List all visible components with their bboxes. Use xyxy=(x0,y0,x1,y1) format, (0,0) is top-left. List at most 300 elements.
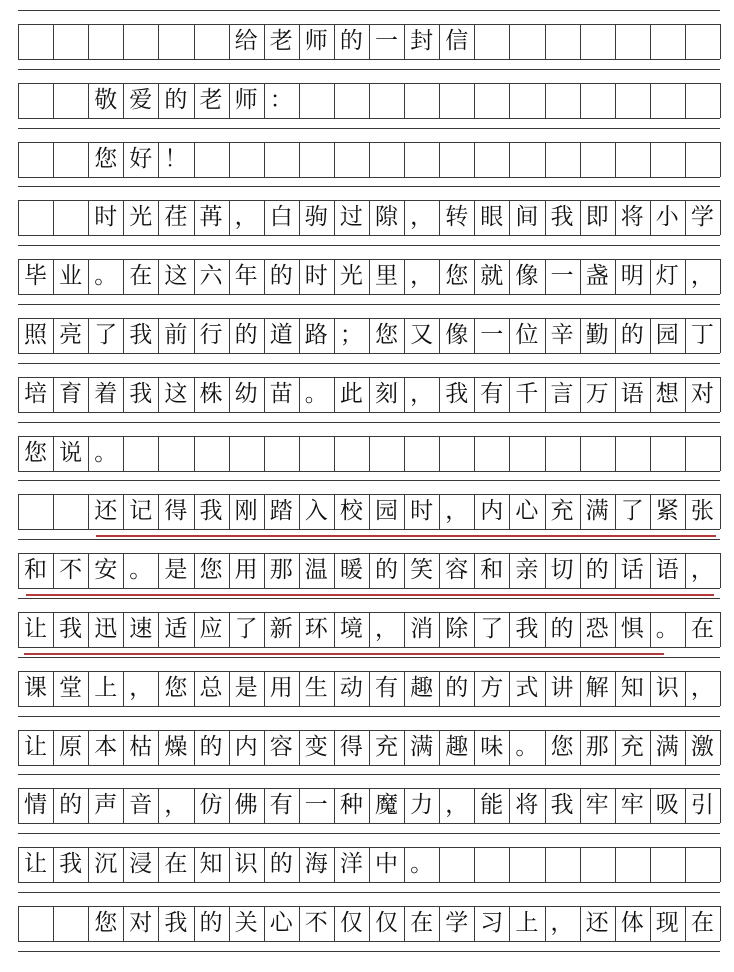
grid-character: ： xyxy=(269,86,293,113)
grid-character: 苗 xyxy=(269,380,293,407)
row-spacer-line xyxy=(18,892,720,893)
row-spacer-line xyxy=(18,716,720,717)
cell-divider xyxy=(615,83,616,118)
row-spacer-line xyxy=(18,598,720,599)
grid-character: 不 xyxy=(304,910,328,936)
grid-character: ； xyxy=(339,322,363,348)
grid-character: 。 xyxy=(129,557,153,584)
grid-character: 照 xyxy=(24,322,47,348)
grid-character: 得 xyxy=(164,498,188,525)
grid-character: 让 xyxy=(24,616,47,642)
cell-divider xyxy=(545,436,546,471)
cell-divider xyxy=(615,847,616,882)
grid-character: 。 xyxy=(94,263,118,290)
grid-character: 对 xyxy=(690,380,714,407)
cell-divider xyxy=(53,24,54,59)
grid-character: 株 xyxy=(199,380,223,407)
grid-character: 封 xyxy=(410,28,434,54)
grid-character: 信 xyxy=(445,28,469,54)
cell-divider xyxy=(474,142,475,177)
grid-character: 激 xyxy=(690,733,714,760)
cell-divider xyxy=(369,142,370,177)
grid-character: 话 xyxy=(620,557,644,584)
grid-character: 您 xyxy=(445,263,469,290)
cell-divider xyxy=(685,83,686,118)
cell-divider xyxy=(650,24,651,59)
grid-character: 笑 xyxy=(410,557,434,584)
grid-character: 辛 xyxy=(550,322,574,348)
grid-character: 。 xyxy=(304,380,328,407)
cell-divider xyxy=(18,142,19,177)
cell-divider xyxy=(720,671,721,706)
grid-character: 光 xyxy=(129,204,153,231)
row-bottom-line xyxy=(18,118,720,119)
grid-character: 想 xyxy=(655,380,679,407)
grid-character: 的 xyxy=(550,616,574,642)
grid-character: 方 xyxy=(480,674,504,701)
grid-character: 能 xyxy=(480,792,504,819)
grid-character: 我 xyxy=(550,204,574,231)
grid-character: 说 xyxy=(59,439,83,466)
grid-character: 了 xyxy=(620,498,644,525)
grid-character: ， xyxy=(164,792,188,819)
grid-character: 了 xyxy=(234,616,258,642)
grid-character: 我 xyxy=(129,322,153,348)
grid-character: 惧 xyxy=(620,616,644,642)
cell-divider xyxy=(545,142,546,177)
grid-character: ， xyxy=(410,263,434,290)
cell-divider xyxy=(18,200,19,235)
grid-character: 情 xyxy=(24,792,47,819)
cell-divider xyxy=(88,24,89,59)
grid-character: 趣 xyxy=(410,674,434,701)
grid-character: 语 xyxy=(620,380,644,407)
grid-character: 满 xyxy=(655,733,679,760)
grid-character: 了 xyxy=(94,322,118,348)
cell-divider xyxy=(720,494,721,529)
red-underline-mark xyxy=(96,535,716,537)
red-underline-mark xyxy=(24,653,664,655)
grid-character: 我 xyxy=(445,380,469,407)
grid-character: 年 xyxy=(234,263,258,290)
grid-character: 培 xyxy=(24,380,47,407)
cell-divider xyxy=(720,142,721,177)
row-bottom-line xyxy=(18,235,720,236)
cell-divider xyxy=(615,24,616,59)
grid-character: 境 xyxy=(339,616,363,642)
grid-character: 行 xyxy=(199,322,223,348)
grid-character: ， xyxy=(129,674,153,701)
grid-character: 此 xyxy=(339,380,363,407)
grid-character: 用 xyxy=(234,557,258,584)
cell-divider xyxy=(474,83,475,118)
grid-character: 道 xyxy=(269,322,293,348)
grid-character: 又 xyxy=(410,322,434,348)
grid-character: ， xyxy=(410,380,434,407)
cell-divider xyxy=(18,494,19,529)
row-bottom-line xyxy=(18,823,720,824)
grid-character: 万 xyxy=(585,380,609,407)
grid-character: ， xyxy=(550,910,574,936)
grid-character: 洋 xyxy=(339,851,363,878)
grid-character: 用 xyxy=(269,674,293,701)
cell-divider xyxy=(580,436,581,471)
cell-divider xyxy=(404,436,405,471)
grid-character: 着 xyxy=(94,380,118,407)
grid-character: 刻 xyxy=(375,380,398,407)
grid-character: 的 xyxy=(164,86,188,113)
cell-divider xyxy=(685,142,686,177)
cell-divider xyxy=(158,436,159,471)
cell-divider xyxy=(580,83,581,118)
grid-character: 六 xyxy=(199,263,223,290)
grid-character: 习 xyxy=(480,910,504,936)
grid-character: 新 xyxy=(269,616,293,642)
grid-character: 环 xyxy=(304,616,328,642)
cell-divider xyxy=(720,730,721,765)
grid-character: 佛 xyxy=(234,792,258,819)
grid-character: 语 xyxy=(655,557,679,584)
grid-character: 的 xyxy=(269,851,293,878)
cell-divider xyxy=(369,83,370,118)
grid-character: 张 xyxy=(690,498,714,525)
grid-character: 亮 xyxy=(59,322,83,348)
grid-character: 驹 xyxy=(304,204,328,231)
grid-character: ！ xyxy=(164,145,188,172)
grid-character: 是 xyxy=(234,674,258,701)
grid-character: 和 xyxy=(24,557,47,584)
grid-character: 敬 xyxy=(94,86,118,113)
row-spacer-line xyxy=(18,69,720,70)
grid-character: 解 xyxy=(585,674,609,701)
row-bottom-line xyxy=(18,412,720,413)
grid-character: 变 xyxy=(304,733,328,760)
grid-character: 荏 xyxy=(164,204,188,231)
grid-character: 有 xyxy=(375,674,398,701)
cell-divider xyxy=(229,436,230,471)
grid-character: 识 xyxy=(234,851,258,878)
cell-divider xyxy=(53,83,54,118)
grid-character: 得 xyxy=(339,733,363,760)
grid-character: 隙 xyxy=(375,204,398,231)
row-bottom-line xyxy=(18,588,720,589)
grid-character: 丁 xyxy=(690,322,714,348)
cell-divider xyxy=(404,142,405,177)
cell-divider xyxy=(650,436,651,471)
cell-divider xyxy=(580,847,581,882)
cell-divider xyxy=(18,906,19,941)
grid-character: 种 xyxy=(339,792,363,819)
cell-divider xyxy=(720,83,721,118)
grid-character: 一 xyxy=(375,28,398,54)
grid-character: 您 xyxy=(24,439,47,466)
grid-character: 味 xyxy=(480,733,504,760)
grid-character: 时 xyxy=(410,498,434,525)
grid-character: 的 xyxy=(234,322,258,348)
grid-character: 充 xyxy=(375,733,398,760)
grid-character: 切 xyxy=(550,557,574,584)
row-spacer-line xyxy=(18,186,720,187)
cell-divider xyxy=(194,24,195,59)
row-bottom-line xyxy=(18,471,720,472)
cell-divider xyxy=(720,24,721,59)
grid-character: 浸 xyxy=(129,851,153,878)
grid-character: 让 xyxy=(24,733,47,760)
grid-character: 里 xyxy=(375,263,398,290)
grid-character: 温 xyxy=(304,557,328,584)
grid-character: 上 xyxy=(515,910,539,936)
cell-divider xyxy=(545,83,546,118)
grid-character: 识 xyxy=(655,674,679,701)
cell-divider xyxy=(158,24,159,59)
grid-character: 我 xyxy=(550,792,574,819)
cell-divider xyxy=(720,200,721,235)
grid-character: 勤 xyxy=(585,322,609,348)
grid-character: 暖 xyxy=(339,557,363,584)
grid-character: 白 xyxy=(269,204,293,231)
cell-divider xyxy=(720,436,721,471)
grid-character: 言 xyxy=(550,380,574,407)
grid-character: 堂 xyxy=(59,674,83,701)
grid-character: 您 xyxy=(94,910,118,936)
grid-character: 沉 xyxy=(94,851,118,878)
grid-character: 动 xyxy=(339,674,363,701)
grid-character: 适 xyxy=(164,616,188,642)
grid-character: 的 xyxy=(199,910,223,936)
grid-character: 吸 xyxy=(655,792,679,819)
grid-character: 在 xyxy=(410,910,434,936)
grid-character: 这 xyxy=(164,263,188,290)
cell-divider xyxy=(264,436,265,471)
grid-character: 的 xyxy=(375,557,398,584)
red-underline-mark xyxy=(26,594,714,596)
grid-character: 枯 xyxy=(129,733,153,760)
grid-character: 踏 xyxy=(269,498,293,525)
cell-divider xyxy=(194,436,195,471)
cell-divider xyxy=(229,142,230,177)
grid-character: 不 xyxy=(59,557,83,584)
cell-divider xyxy=(439,83,440,118)
cell-divider xyxy=(580,24,581,59)
grid-character: 消 xyxy=(410,616,434,642)
grid-character: 毕 xyxy=(24,263,47,290)
grid-character: 了 xyxy=(480,616,504,642)
grid-character: 原 xyxy=(59,733,83,760)
cell-divider xyxy=(439,436,440,471)
cell-divider xyxy=(580,142,581,177)
row-bottom-line xyxy=(18,529,720,530)
grid-character: 师 xyxy=(234,86,258,113)
grid-character: 恐 xyxy=(585,616,609,642)
grid-character: 音 xyxy=(129,792,153,819)
grid-character: 本 xyxy=(94,733,118,760)
grid-character: 。 xyxy=(515,733,539,760)
grid-character: 迅 xyxy=(94,616,118,642)
grid-character: 仅 xyxy=(375,910,398,936)
grid-character: 将 xyxy=(515,792,539,819)
cell-divider xyxy=(334,142,335,177)
row-spacer-line xyxy=(18,480,720,481)
cell-divider xyxy=(650,142,651,177)
cell-divider xyxy=(439,142,440,177)
cell-divider xyxy=(264,142,265,177)
cell-divider xyxy=(299,142,300,177)
grid-character: 千 xyxy=(515,380,539,407)
cell-divider xyxy=(404,83,405,118)
grid-character: 满 xyxy=(410,733,434,760)
cell-divider xyxy=(685,24,686,59)
row-spacer-line xyxy=(18,951,720,952)
grid-character: 现 xyxy=(655,910,679,936)
grid-character: ， xyxy=(445,498,469,525)
cell-divider xyxy=(685,436,686,471)
grid-character: 老 xyxy=(199,86,223,113)
grid-character: 业 xyxy=(59,263,83,290)
row-spacer-line xyxy=(18,833,720,834)
grid-character: 引 xyxy=(690,792,714,819)
grid-character: 的 xyxy=(585,557,609,584)
grid-character: 知 xyxy=(620,674,644,701)
grid-character: 知 xyxy=(199,851,223,878)
grid-character: 一 xyxy=(550,263,574,290)
grid-character: 您 xyxy=(94,145,118,172)
grid-character: 满 xyxy=(585,498,609,525)
cell-divider xyxy=(334,436,335,471)
grid-character: 关 xyxy=(234,910,258,936)
cell-divider xyxy=(720,377,721,412)
row-spacer-line xyxy=(18,657,720,658)
grid-character: ， xyxy=(690,557,714,584)
row-spacer-line xyxy=(18,128,720,129)
grid-character: 魔 xyxy=(375,792,398,819)
grid-character: 的 xyxy=(269,263,293,290)
cell-divider xyxy=(334,83,335,118)
grid-character: 我 xyxy=(199,498,223,525)
cell-divider xyxy=(509,83,510,118)
grid-character: 中 xyxy=(375,851,398,878)
row-bottom-line xyxy=(18,59,720,60)
cell-divider xyxy=(650,847,651,882)
grid-character: 刚 xyxy=(234,498,258,525)
row-bottom-line xyxy=(18,941,720,942)
cell-divider xyxy=(439,847,440,882)
grid-character: 师 xyxy=(304,28,328,54)
grid-character: 那 xyxy=(585,733,609,760)
grid-character: 一 xyxy=(304,792,328,819)
cell-divider xyxy=(720,259,721,294)
grid-character: ， xyxy=(410,204,434,231)
cell-divider xyxy=(509,847,510,882)
grid-character: 的 xyxy=(445,674,469,701)
grid-character: 心 xyxy=(269,910,293,936)
grid-character: 我 xyxy=(59,616,83,642)
grid-character: 您 xyxy=(375,322,398,348)
grid-character: 校 xyxy=(339,498,363,525)
grid-character: 总 xyxy=(199,674,223,701)
grid-character: ， xyxy=(234,204,258,231)
cell-divider xyxy=(720,553,721,588)
grid-character: 光 xyxy=(339,263,363,290)
row-bottom-line xyxy=(18,177,720,178)
grid-character: 好 xyxy=(129,145,153,172)
cell-divider xyxy=(720,847,721,882)
row-spacer-line xyxy=(18,774,720,775)
grid-character: 将 xyxy=(620,204,644,231)
grid-character: 位 xyxy=(515,322,539,348)
grid-character: 您 xyxy=(164,674,188,701)
grid-character: 。 xyxy=(410,851,434,878)
row-spacer-line xyxy=(18,10,720,11)
grid-character: 眼 xyxy=(480,204,504,231)
grid-character: 生 xyxy=(304,674,328,701)
grid-character: ， xyxy=(445,792,469,819)
grid-character: 还 xyxy=(585,910,609,936)
cell-divider xyxy=(123,24,124,59)
cell-divider xyxy=(545,847,546,882)
grid-character: 讲 xyxy=(550,674,574,701)
grid-character: 的 xyxy=(620,322,644,348)
grid-character: 时 xyxy=(94,204,118,231)
grid-character: 的 xyxy=(339,28,363,54)
cell-divider xyxy=(720,612,721,647)
grid-character: 这 xyxy=(164,380,188,407)
grid-character: 内 xyxy=(234,733,258,760)
grid-character: 入 xyxy=(304,498,328,525)
grid-character: 明 xyxy=(620,263,644,290)
cell-divider xyxy=(685,847,686,882)
grid-character: 除 xyxy=(445,616,469,642)
grid-character: 就 xyxy=(480,263,504,290)
grid-character: 老 xyxy=(269,28,293,54)
grid-character: 转 xyxy=(445,204,469,231)
grid-character: 给 xyxy=(234,28,258,54)
cell-divider xyxy=(18,24,19,59)
grid-character: 路 xyxy=(304,322,328,348)
row-spacer-line xyxy=(18,363,720,364)
cell-divider xyxy=(720,318,721,353)
grid-character: 即 xyxy=(585,204,609,231)
row-bottom-line xyxy=(18,706,720,707)
grid-character: 前 xyxy=(164,322,188,348)
grid-character: 我 xyxy=(129,380,153,407)
grid-character: 记 xyxy=(129,498,153,525)
grid-character: 盏 xyxy=(585,263,609,290)
grid-character: 还 xyxy=(94,498,118,525)
grid-character: 您 xyxy=(199,557,223,584)
grid-character: 在 xyxy=(164,851,188,878)
grid-character: 学 xyxy=(445,910,469,936)
cell-divider xyxy=(474,847,475,882)
cell-divider xyxy=(615,436,616,471)
grid-character: 我 xyxy=(164,910,188,936)
grid-character: 趣 xyxy=(445,733,469,760)
grid-character: 那 xyxy=(269,557,293,584)
cell-divider xyxy=(369,436,370,471)
grid-character: 速 xyxy=(129,616,153,642)
grid-character: 爱 xyxy=(129,86,153,113)
cell-divider xyxy=(615,142,616,177)
grid-character: 的 xyxy=(199,733,223,760)
grid-character: 是 xyxy=(164,557,188,584)
grid-character: 体 xyxy=(620,910,644,936)
cell-divider xyxy=(720,788,721,823)
grid-character: 像 xyxy=(445,322,469,348)
cell-divider xyxy=(53,906,54,941)
grid-character: 安 xyxy=(94,557,118,584)
cell-divider xyxy=(123,436,124,471)
grid-character: 对 xyxy=(129,910,153,936)
grid-character: 牢 xyxy=(585,792,609,819)
